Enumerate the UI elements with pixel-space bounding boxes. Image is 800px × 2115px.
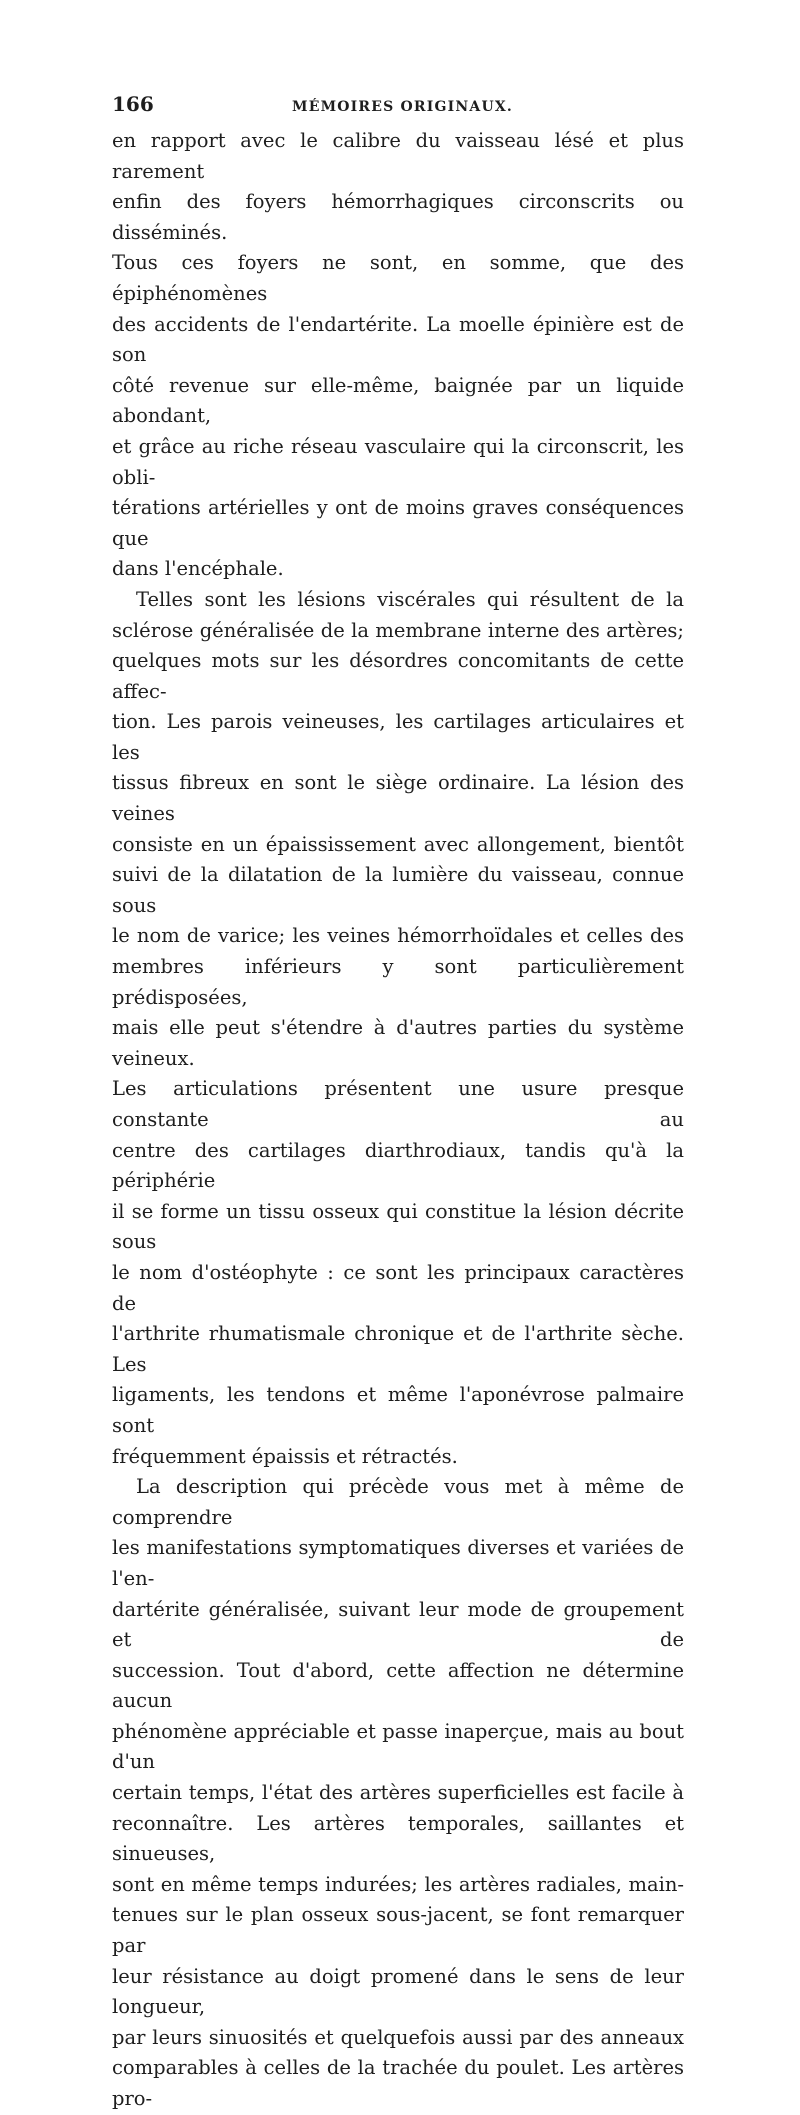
text-line: enfin des foyers hémorrhagiques circonscrits ou disséminés. <box>112 190 684 244</box>
text-line: tissus fibreux en sont le siège ordinaire. La lésion des veines <box>112 771 684 826</box>
text-line: dartérite généralisée, suivant leur mode de groupement et de <box>112 1597 684 1652</box>
text-line: centre des cartilages diarthrodiaux, tandis qu'à la périphérie <box>112 1138 684 1193</box>
text-line: fréquemment épaissis et rétractés. <box>112 1444 458 1468</box>
text-line: le nom d'ostéophyte : ce sont les principaux caractères de <box>112 1260 684 1315</box>
text-line: térations artérielles y ont de moins graves conséquences que <box>112 496 684 550</box>
text-line: sont en même temps indurées; les artères radiales, main- <box>112 1872 684 1896</box>
text-line: suivi de la dilatation de la lumière du vaisseau, connue sous <box>112 863 684 917</box>
text-line: leur résistance au doigt promené dans le sens de leur longueur, <box>112 1964 684 2019</box>
text-line: Tous ces foyers ne sont, en somme, que des épiphénomènes <box>112 251 684 305</box>
text-line: phénomène appréciable et passe inaperçue, mais au bout d'un <box>112 1719 684 1774</box>
text-line: en rapport avec le calibre du vaisseau lésé et plus rarement <box>112 129 684 183</box>
text-line: côté revenue sur elle-même, baignée par un liquide abondant, <box>112 373 684 428</box>
text-line: Telles sont les lésions viscérales qui résultent de la <box>136 587 684 611</box>
text-line: les manifestations symptomatiques diverses et variées de l'en- <box>112 1536 684 1590</box>
text-line: La description qui précède vous met à même de comprendre <box>112 1475 684 1529</box>
text-line: Les articulations présentent une usure presque constante au <box>112 1077 684 1131</box>
text-line: et grâce au riche réseau vasculaire qui la circonscrit, les obli- <box>112 434 684 489</box>
text-line: il se forme un tissu osseux qui constitue la lésion décrite sous <box>112 1199 684 1254</box>
text-line: sclérose généralisée de la membrane interne des artères; <box>112 618 684 642</box>
text-line: succession. Tout d'abord, cette affection ne détermine aucun <box>112 1658 684 1713</box>
book-page <box>112 92 684 2115</box>
text-line: dans l'encéphale. <box>112 557 284 581</box>
text-line: tion. Les parois veineuses, les cartilages articulaires et les <box>112 710 684 764</box>
text-line: le nom de varice; les veines hémorrhoïdales et celles des <box>112 924 684 948</box>
text-line: ligaments, les tendons et même l'aponévrose palmaire sont <box>112 1383 684 1437</box>
page-number: 166 <box>112 92 154 116</box>
text-line: mais elle peut s'étendre à d'autres parties du système veineux. <box>112 1016 684 1070</box>
text-line: membres inférieurs y sont particulièrement prédisposées, <box>112 955 684 1009</box>
text-line: comparables à celles de la trachée du poulet. Les artères pro- <box>112 2056 684 2110</box>
text-line: reconnaître. Les artères temporales, saillantes et sinueuses, <box>112 1811 684 1866</box>
text-line: certain temps, l'état des artères superficielles est facile à <box>112 1781 684 1805</box>
running-title: MÉMOIRES ORIGINAUX. <box>292 99 513 115</box>
text-line: l'arthrite rhumatismale chronique et de l'arthrite sèche. Les <box>112 1322 684 1376</box>
body-text <box>112 126 684 2115</box>
text-line: consiste en un épaississement avec allongement, bientôt <box>112 832 684 856</box>
text-line: quelques mots sur les désordres concomitants de cette affec- <box>112 649 684 703</box>
text-line: par leurs sinuosités et quelquefois aussi par des anneaux <box>112 2025 684 2049</box>
text-line: tenues sur le plan osseux sous-jacent, se font remarquer par <box>112 1903 684 1958</box>
text-line: des accidents de l'endartérite. La moelle épinière est de son <box>112 312 684 367</box>
page-header <box>112 92 684 126</box>
